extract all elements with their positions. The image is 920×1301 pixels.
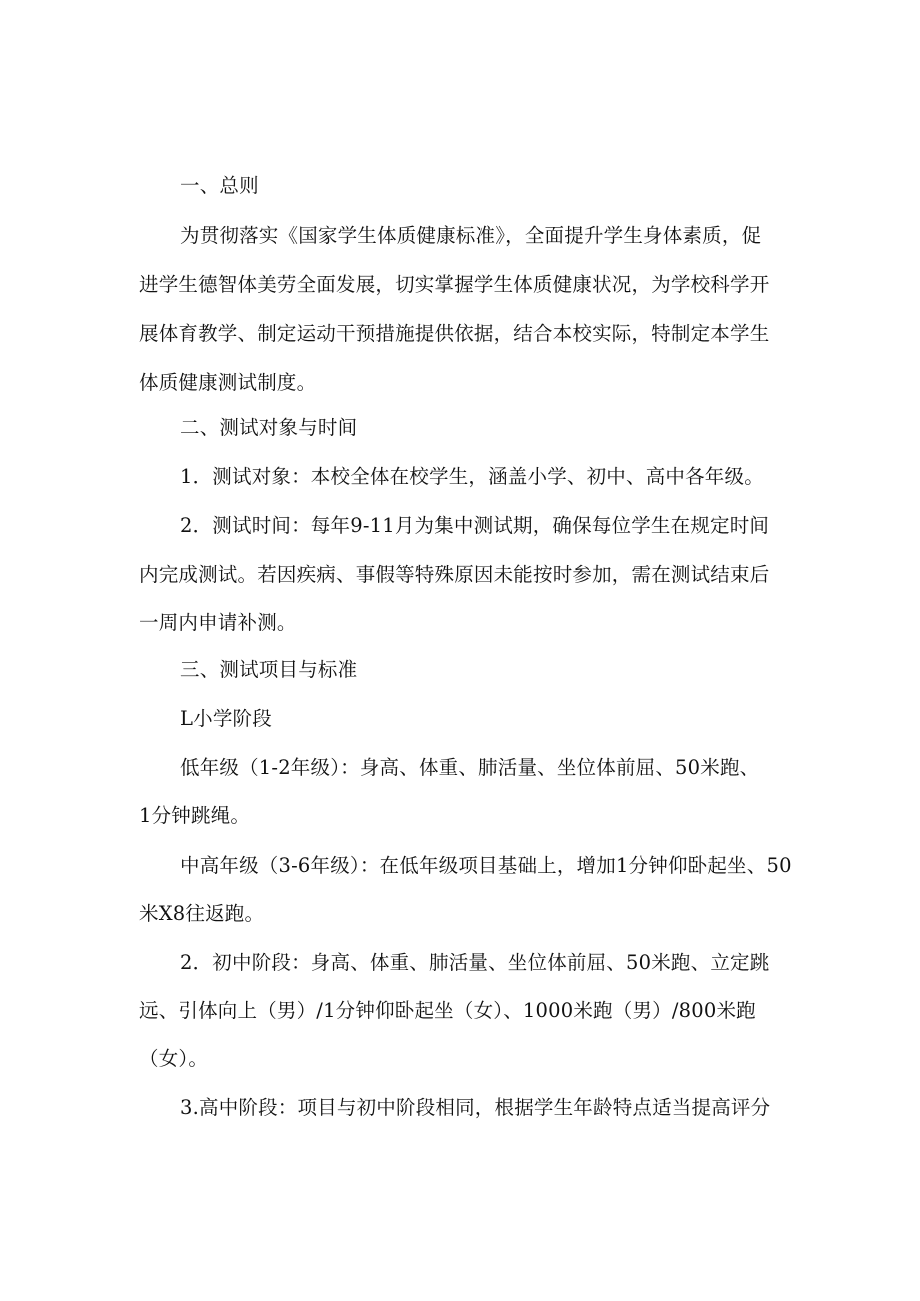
- subheading-primary: L小学阶段: [180, 707, 272, 730]
- paragraph-line: （女）。: [139, 1047, 209, 1070]
- section-heading-general: 一、总则: [180, 174, 259, 197]
- paragraph-line: 低年级（1-2年级）：身高、体重、肺活量、坐位体前屈、50米跑、: [180, 756, 760, 779]
- list-item-subjects: 1．测试对象：本校全体在校学生，涵盖小学、初中、高中各年级。: [180, 465, 764, 488]
- paragraph-line: 展体育教学、制定运动干预措施提供依据，结合本校实际，特制定本学生: [139, 322, 770, 345]
- paragraph-line: 一周内申请补测。: [139, 611, 297, 634]
- paragraph-line: 远、引体向上（男）/1分钟仰卧起坐（女）、1000米跑（男）/800米跑: [139, 999, 756, 1022]
- paragraph-line: 米X8往返跑。: [139, 902, 265, 925]
- paragraph-line: 内完成测试。若因疾病、事假等特殊原因未能按时参加，需在测试结束后: [139, 563, 770, 586]
- paragraph-line: 为贯彻落实《国家学生体质健康标准》，全面提升学生身体素质，促: [180, 224, 762, 247]
- section-heading-subjects-time: 二、测试对象与时间: [180, 416, 358, 439]
- paragraph-line: 1分钟跳绳。: [139, 804, 251, 827]
- paragraph-line: 进学生德智体美劳全面发展，切实掌握学生体质健康状况，为学校科学开: [139, 273, 770, 296]
- paragraph-line: 体质健康测试制度。: [139, 371, 317, 394]
- paragraph-line: 中高年级（3-6年级）：在低年级项目基础上，增加1分钟仰卧起坐、50: [180, 854, 792, 877]
- list-item-time: 2．测试时间：每年9-11月为集中测试期，确保每位学生在规定时间: [180, 514, 770, 537]
- section-heading-items-standards: 三、测试项目与标准: [180, 658, 358, 681]
- list-item-senior: 3.高中阶段：项目与初中阶段相同，根据学生年龄特点适当提高评分: [180, 1096, 771, 1119]
- list-item-junior: 2．初中阶段：身高、体重、肺活量、坐位体前屈、50米跑、立定跳: [180, 951, 770, 974]
